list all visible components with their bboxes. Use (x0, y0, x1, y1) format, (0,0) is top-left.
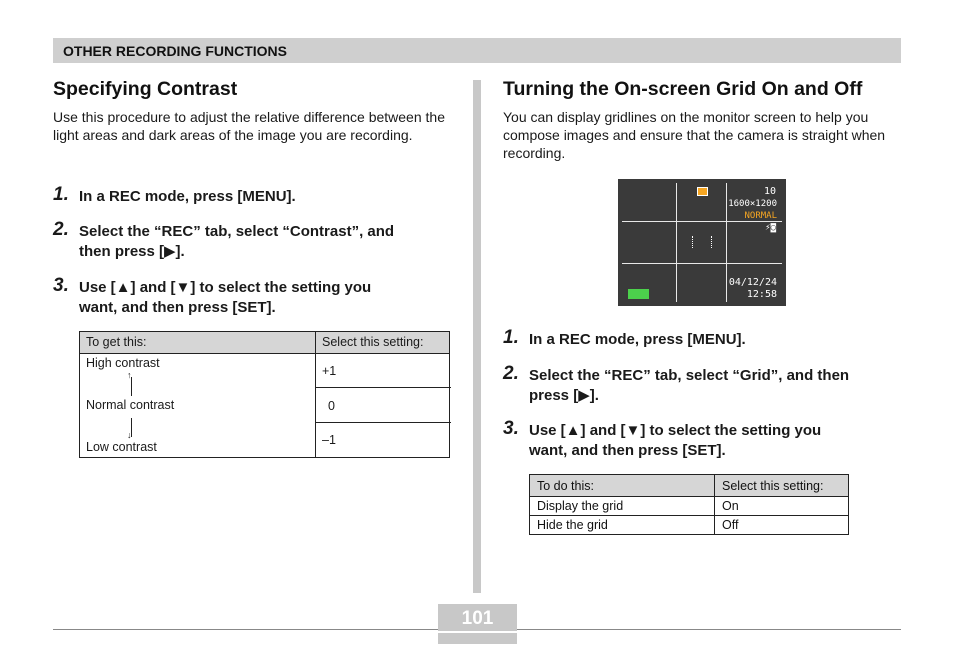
table-header-cell: To get this: (86, 335, 147, 349)
step-text-cont: want, and then press [SET]. (79, 299, 276, 316)
grid-intro: You can display gridlines on the monitor screen to help you compose images and ensure that the camera is straight when recording. (503, 109, 886, 161)
step-text: In a REC mode, press [MENU]. (79, 188, 296, 205)
section-header: OTHER RECORDING FUNCTIONS (63, 43, 287, 59)
step-text: Select the “REC” tab, select “Grid”, and then (529, 367, 850, 384)
grid-section (503, 78, 903, 162)
setting-value: +1 (322, 364, 337, 378)
step-number: 3. (53, 275, 69, 296)
column-divider (473, 80, 481, 593)
screen-time: 12:58 (746, 289, 777, 300)
table-cell: On (715, 497, 849, 516)
table-header-cell: To do this: (530, 475, 715, 497)
table-row (530, 497, 849, 516)
image-quality: NORMAL (744, 211, 777, 221)
screen-date: 04/12/24 (728, 277, 777, 288)
contrast-level-normal: Normal contrast (86, 398, 175, 412)
table-header-row (530, 475, 849, 497)
step-text-cont: then press [▶]. (79, 243, 185, 260)
contrast-intro: Use this procedure to adjust the relative difference between the light areas and dark areas of the image you are recording. (53, 109, 445, 143)
table-cell: Display the grid (530, 497, 715, 516)
step-number: 2. (503, 363, 519, 384)
rec-mode-icon (697, 187, 708, 196)
contrast-title: Specifying Contrast (53, 78, 238, 100)
step-number: 2. (53, 219, 69, 240)
step-number: 1. (503, 327, 519, 348)
flash-icon: ⚡◙ (765, 223, 776, 233)
down-arrow-icon: ↓ (127, 430, 132, 440)
step-text: Select the “REC” tab, select “Contrast”, and (79, 223, 395, 240)
camera-monitor-illustration (618, 179, 786, 306)
step-text: In a REC mode, press [MENU]. (529, 331, 746, 348)
image-size: 1600×1200 (728, 199, 777, 209)
setting-value: –1 (322, 433, 336, 447)
section-header-bar (53, 38, 901, 63)
focus-frame-icon (692, 236, 712, 248)
grid-title: Turning the On-screen Grid On and Off (503, 78, 863, 100)
shots-remaining: 10 (763, 186, 776, 197)
table-cell: Hide the grid (530, 516, 715, 535)
table-row (530, 516, 849, 535)
table-header-cell: Select this setting: (322, 335, 424, 349)
contrast-section (53, 78, 453, 144)
step-text: Use [▲] and [▼] to select the setting you (529, 422, 822, 439)
page-number: 101 (461, 608, 494, 629)
grid-table (529, 474, 849, 535)
contrast-level-low: Low contrast (86, 440, 157, 454)
step-number: 1. (53, 184, 69, 205)
step-number: 3. (503, 418, 519, 439)
table-cell: Off (715, 516, 849, 535)
setting-value: 0 (328, 399, 335, 413)
page-number-badge (438, 604, 517, 644)
up-arrow-icon: ↑ (127, 370, 132, 380)
step-text-cont: press [▶]. (529, 387, 599, 404)
battery-icon (628, 289, 649, 299)
step-text-cont: want, and then press [SET]. (529, 442, 726, 459)
contrast-table (79, 331, 450, 458)
contrast-level-high: High contrast (86, 356, 160, 370)
step-text: Use [▲] and [▼] to select the setting you (79, 279, 372, 296)
table-header-cell: Select this setting: (715, 475, 849, 497)
